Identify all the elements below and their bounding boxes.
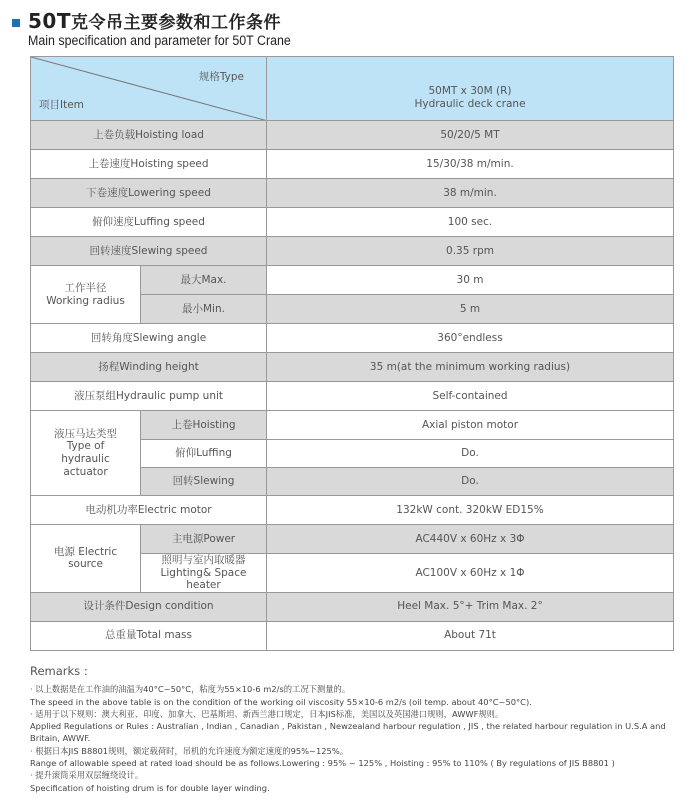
remarks-heading: Remarks :: [30, 664, 88, 678]
row-label: 回转角度Slewing angle: [31, 324, 267, 353]
title-bullet-icon: [12, 19, 20, 27]
table-row: [31, 266, 674, 295]
table-row: [31, 382, 674, 411]
row-value: 360°endless: [267, 324, 674, 353]
table-row: [31, 592, 674, 621]
remark-line: Range of allowable speed at rated load should be as follows.Lowering : 95% ~ 125% , Hoisting : 95% to 110% ( By regulations of JIS B8801 ): [30, 758, 615, 769]
working-radius-max-value: 30 m: [267, 266, 674, 295]
table-row: [31, 121, 674, 150]
table-row: [31, 525, 674, 554]
row-label: 下卷速度Lowering speed: [31, 179, 267, 208]
table-row: [31, 324, 674, 353]
table-row: [31, 621, 674, 650]
table-row: [31, 353, 674, 382]
electric-source-label-cell: 电源 Electric source: [31, 525, 141, 593]
working-radius-label-cell: [31, 266, 141, 324]
row-label: 电动机功率Electric motor: [31, 496, 267, 525]
motor-slewing-label: 回转Slewing: [141, 468, 267, 496]
header-diagonal-cell: [31, 57, 267, 121]
row-value: 0.35 rpm: [267, 237, 674, 266]
motor-slewing-value: Do.: [267, 468, 674, 496]
row-value: 100 sec.: [267, 208, 674, 237]
header-value-line2: Hydraulic deck crane: [414, 97, 526, 110]
header-item-label: 项目Item: [39, 99, 84, 112]
working-radius-min-value: 5 m: [267, 295, 674, 324]
motor-type-label-en2: hydraulic: [61, 453, 110, 465]
row-label: 上卷速度Hoisting speed: [31, 150, 267, 179]
row-value: 50/20/5 MT: [267, 121, 674, 150]
table-row: [31, 411, 674, 440]
row-value: Self-contained: [267, 382, 674, 411]
motor-type-label-en1: Type of: [66, 440, 105, 453]
row-label: 设计条件Design condition: [31, 592, 267, 621]
row-value: 35 m(at the minimum working radius): [267, 353, 674, 382]
remark-line: · 适用于以下规则：澳大利亚、印度、加拿大、巴基斯坦、新西兰港口规定，日本JIS标准，美国以及英国港口规则，AWWF规则。: [30, 708, 504, 719]
electric-light-label-cell: [141, 554, 267, 593]
electric-light-label-en: Lighting& Space heater: [160, 566, 247, 592]
electric-light-value: AC100V x 60Hz x 1Φ: [267, 554, 674, 593]
table-row: [31, 237, 674, 266]
remark-line: · 提升滚筒采用双层缠绕设计。: [30, 770, 144, 781]
motor-type-label-cn: 液压马达类型: [54, 427, 117, 440]
header-value-cell: [267, 57, 674, 121]
remark-line: · 根据日本JIS B8801规则，额定载荷时，吊机的允许速度为额定速度的95%~125%。: [30, 745, 349, 756]
header-value-line1: 50MT x 30M (R): [428, 84, 512, 97]
row-label: 回转速度Slewing speed: [31, 237, 267, 266]
page-title-block: [12, 8, 314, 48]
working-radius-max-label: 最大Max.: [141, 266, 267, 295]
motor-hoisting-value: Axial piston motor: [267, 411, 674, 440]
motor-luffing-label: 俯仰Luffing: [141, 440, 267, 468]
title-row: [12, 8, 314, 33]
title-cn-big: 50T: [28, 9, 71, 33]
working-radius-min-label: 最小Min.: [141, 295, 267, 324]
row-label: 上卷负载Hoisting load: [31, 121, 267, 150]
header-type-label: 规格Type: [198, 71, 244, 83]
remarks-section: [30, 665, 685, 794]
table-header-row: [31, 57, 674, 121]
working-radius-label-cn: 工作半径: [64, 281, 107, 294]
row-label: 总重量Total mass: [31, 621, 267, 650]
table-row: [31, 208, 674, 237]
remark-line: The speed in the above table is on the condition of the working oil viscosity 55×10-6 m2/s (oil temp. about 40°C~50°C).: [30, 696, 532, 707]
electric-power-label: 主电源Power: [141, 525, 267, 554]
remark-line: Applied Regulations or Rules : Australian , Indian , Canadian , Pakistan , Newzealand harbour regulation , JIS , the related harbour regulation in U.S.A and Britain, AWWF.: [30, 721, 666, 744]
motor-hoisting-label: 上卷Hoisting: [141, 411, 267, 440]
motor-type-label-en3: actuator: [63, 465, 108, 478]
row-label: 扬程Winding height: [31, 353, 267, 382]
row-value: 132kW cont. 320kW ED15%: [267, 496, 674, 525]
row-value: 38 m/min.: [267, 179, 674, 208]
page-title-cn: [28, 8, 281, 33]
row-value: About 71t: [267, 621, 674, 650]
row-value: 15/30/38 m/min.: [267, 150, 674, 179]
spec-table: [30, 56, 674, 651]
table-row: [31, 179, 674, 208]
title-cn-rest: 克令吊主要参数和工作条件: [70, 13, 281, 33]
motor-luffing-value: Do.: [267, 440, 674, 468]
row-label: 俯仰速度Luffing speed: [31, 208, 267, 237]
table-row: [31, 150, 674, 179]
electric-light-label-cn: 照明与室内取暖器: [161, 554, 246, 566]
page-title-en: Main specification and parameter for 50T Crane: [28, 33, 291, 48]
row-label: 液压泵组Hydraulic pump unit: [31, 382, 267, 411]
working-radius-label-en: Working radius: [46, 294, 125, 307]
motor-type-label-cell: [31, 411, 141, 496]
table-row: [31, 496, 674, 525]
row-value: Heel Max. 5°+ Trim Max. 2°: [267, 592, 674, 621]
electric-power-value: AC440V x 60Hz x 3Φ: [267, 525, 674, 554]
remark-line: Specification of hoisting drum is for double layer winding.: [30, 782, 270, 793]
remark-line: · 以上数据是在工作油的油温为40°C~50°C，粘度为55×10-6 m2/s的工况下测量的。: [30, 684, 351, 695]
